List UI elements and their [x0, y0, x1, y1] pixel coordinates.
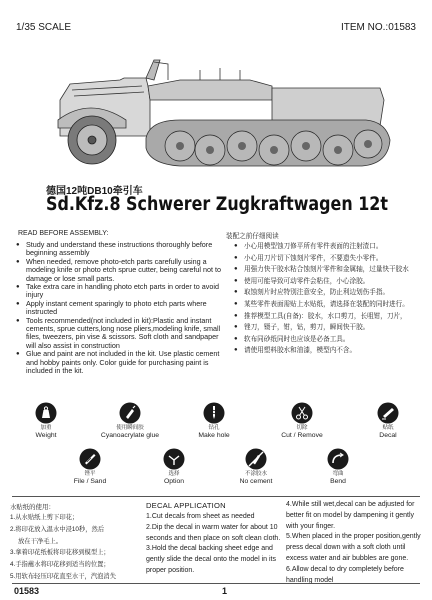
note-item-cn: ● 取蚀刻片时应特别注意安全，防止利边划伤手指。 [234, 287, 424, 299]
decal-step: 3.Hold the decal backing sheet edge and gently slide the decal onto the model in its proper position. [146, 545, 276, 574]
symbol-label-en: No cement [239, 478, 273, 485]
decal-step: 6.Allow decal to dry completely before handling model [286, 565, 404, 584]
read-before-heading-cn: 装配之前仔细阅读 [226, 233, 279, 240]
decal-heading: DECAL APPLICATION [146, 501, 226, 510]
scale-label: 1/35 SCALE [16, 22, 72, 33]
symbol-option [146, 448, 202, 486]
decal-step: 1.Cut decals from sheet as needed [146, 513, 255, 520]
decal-step: 5.When placed in the proper position,gently press decal down with a soft cloth until excess water and air bubbles are gone. [286, 533, 421, 562]
symbol-label-en: Weight [35, 432, 57, 439]
note-item-cn: ● 请使用塑料胶水和油漆，模型内不含。 [234, 345, 424, 357]
decal-steps-cn [10, 512, 142, 583]
symbol-glue [92, 402, 168, 440]
symbol-label-cn: 钻孔 [208, 425, 220, 431]
footer-divider [12, 583, 420, 584]
glue-icon [119, 402, 141, 424]
note-item: ● Apply instant cement sparingly to photo etch parts where instructed [16, 300, 228, 317]
note-item-cn: ● 用强力快干胶水粘合蚀刻片零件和金属轴，过量快干胶水 [234, 264, 424, 276]
symbol-label-en: Bend [330, 478, 346, 485]
note-item-cn: ● 小心用模型蚀刀修平所有零件表面的注射渣口。 [234, 241, 424, 253]
decal-heading-cn: 水贴纸的使用： [10, 504, 55, 511]
note-item-cn: ● 推荐模型工具(自备)：胶水，水口剪刀，长咀钳，刀片， [234, 311, 424, 323]
symbol-label-cn: 不涂胶水 [244, 471, 267, 477]
no-cement-icon [245, 448, 267, 470]
decal-step-cn: 1.从水贴纸上剪下印花； [10, 514, 79, 521]
symbol-label-en: Make hole [198, 432, 230, 439]
weight-icon [35, 402, 57, 424]
note-item-cn: ● 某些零件表面需贴上水贴纸，请选择在装配的同时进行。 [234, 299, 424, 311]
chinese-title: 德国12吨DB10牵引车 [46, 186, 143, 197]
bend-icon [327, 448, 349, 470]
symbol-label-en: Cyanoacrylate glue [100, 432, 160, 439]
decal-icon [377, 402, 399, 424]
symbol-decal [360, 402, 416, 440]
decal-step: 2.Dip the decal in warm water for about 10 seconds and then place on soft clean cloth. [146, 523, 281, 542]
decal-step-cn: 5.用软布轻压印花直至水干，汽泡消失 [10, 572, 117, 580]
symbol-bend [310, 448, 366, 486]
divider [12, 496, 420, 497]
model-title: Sd.Kfz.8 Schwerer Zugkraftwagen 12t [46, 194, 388, 215]
symbol-label-en: File / Sand [73, 478, 107, 485]
decal-step-cn: 3.拿着印花纸板将印花移到模型上； [10, 549, 110, 557]
decal-step-cn: 4.手指蘸水将印花移到适当的位置； [10, 561, 110, 569]
decal-steps-en-left [146, 512, 282, 577]
symbol-label-cn: 弯曲 [332, 471, 344, 477]
page-number: 1 [222, 586, 228, 596]
symbol-file [60, 448, 120, 486]
symbol-weight [18, 402, 74, 440]
halftrack-illustration [50, 50, 402, 182]
item-number: ITEM NO.:01583 [340, 22, 416, 33]
symbol-label-cn: 使用瞬间胶 [116, 425, 144, 431]
drill-icon [203, 402, 225, 424]
symbol-label-cn: 切除 [296, 425, 308, 431]
decal-step-cn: 放在干净毛上。 [18, 537, 63, 545]
decal-step: 4.While still wet,decal can be adjusted for better fit on model by dampening it gently with your finger. [286, 501, 415, 530]
note-item: ● Take extra care in handling photo etch parts in order to avoid injury [16, 283, 228, 300]
cut-icon [291, 402, 313, 424]
symbol-cut [268, 402, 336, 440]
decal-steps-en-right [286, 500, 426, 586]
symbol-label-cn: 贴纸 [382, 425, 394, 431]
symbol-label-en: Cut / Remove [281, 432, 323, 439]
note-item: ● When needed, remove photo-etch parts carefully using a modeling knife or photo etch sprue cutter, being careful not to damage or lose small parts. [16, 258, 228, 283]
symbol-label-en: Decal [379, 432, 397, 439]
symbol-label-cn: 锉平 [84, 471, 96, 477]
footer-item-number: 01583 [14, 586, 40, 596]
assembly-notes-en [16, 241, 228, 376]
note-item: ● Glue and paint are not included in the kit. Use plastic cement and hobby paints only. Color guide for purchasing paint is included in the kit. [16, 350, 228, 375]
note-item-cn: ● 软布同砂纸同时也应该是必备工具。 [234, 334, 424, 346]
file-icon [79, 448, 101, 470]
option-icon [163, 448, 185, 470]
symbol-no-cement [226, 448, 286, 486]
note-item: ● Tools recommended(not included in kit):Plastic and instant cements, sprue cutters,long nose pliers,modeling knife, small files, tweezers, pin vise & scissors. Soft cloth and sandpaper will also assist in construction [16, 317, 228, 351]
symbol-label-cn: 选择 [168, 471, 180, 477]
symbol-label-cn: 加重 [40, 425, 52, 431]
note-item-cn: ● 锉刀，镊子，钳，钻，剪刀，瞬间快干胶。 [234, 322, 424, 334]
note-item-cn: ● 使用可能导致可动零件会粘住，小心涂胶。 [234, 276, 424, 288]
symbol-drill [184, 402, 244, 440]
read-before-heading: READ BEFORE ASSEMBLY: [18, 230, 109, 237]
decal-step-cn: 2.将印花放入温水中浸10秒，然后 [10, 525, 105, 533]
note-item: ● Study and understand these instructions thoroughly before beginning assembly [16, 241, 228, 258]
note-item-cn: ● 小心用刀片切下蚀刻片零件，不要遗失小零件。 [234, 253, 424, 265]
symbol-label-en: Option [163, 478, 185, 485]
assembly-notes-cn [234, 241, 424, 357]
